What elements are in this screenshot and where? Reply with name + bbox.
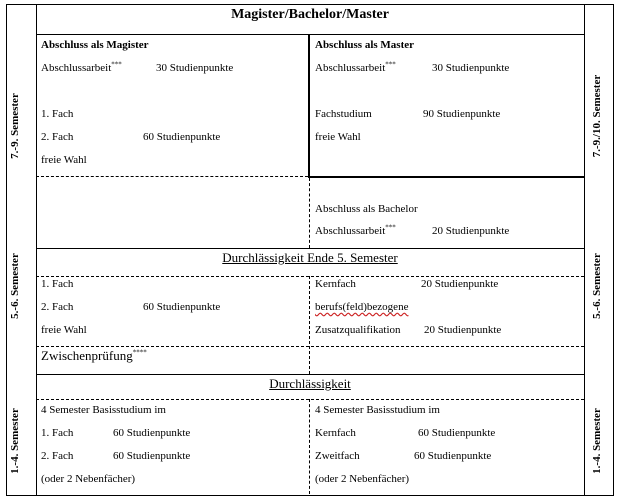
bachelor-thesis-points: 20 Studienpunkte	[432, 225, 510, 237]
basis-left-fach1-points: 60 Studienpunkte	[113, 427, 191, 439]
right-label-7-10: 7.-9./10. Semester	[591, 74, 603, 158]
mid-left-fach2: 2. Fach	[41, 301, 74, 313]
magister-thesis	[41, 62, 122, 75]
transition5-bottom	[36, 276, 584, 277]
master-fachstudium-points: 90 Studienpunkte	[423, 108, 501, 120]
magister-fach2-points: 60 Studienpunkte	[143, 131, 221, 143]
basis-right-title: 4 Semester Basisstudium im	[315, 404, 440, 416]
zwischen-text: Zwischenprüfung	[41, 348, 133, 363]
basis-left-fach1: 1. Fach	[41, 427, 74, 439]
master-free: freie Wahl	[315, 131, 361, 143]
transition-label: Durchlässigkeit	[269, 376, 351, 391]
magister-thesis-mark: ***	[111, 60, 122, 69]
magister-thesis-label: Abschlussarbeit	[41, 62, 112, 74]
mid-left-free: freie Wahl	[41, 324, 87, 336]
basis-right-note: (oder 2 Nebenfächer)	[315, 473, 410, 485]
master-thesis	[315, 62, 396, 75]
basis-right-zweitfach-points: 60 Studienpunkte	[414, 450, 492, 462]
mid-right-berufs: berufs(feld)bezogene	[315, 301, 409, 313]
center-dashed-upper	[309, 178, 310, 248]
basis-right-kernfach-points: 60 Studienpunkte	[418, 427, 496, 439]
transition-bottom	[36, 399, 584, 400]
zwischen-mark: ****	[132, 348, 147, 357]
magister-free: freie Wahl	[41, 154, 87, 166]
basis-left-title: 4 Semester Basisstudium im	[41, 404, 166, 416]
magister-bottom-dashed	[36, 176, 308, 177]
magister-fach1: 1. Fach	[41, 108, 74, 120]
basis-left-note: (oder 2 Nebenfächer)	[41, 473, 136, 485]
bachelor-thesis-label: Abschlussarbeit	[315, 225, 386, 237]
bachelor-thesis	[315, 225, 396, 238]
master-thesis-mark: ***	[385, 60, 396, 69]
magister-fach2: 2. Fach	[41, 131, 74, 143]
left-label-5-6: 5.-6. Semester	[9, 253, 21, 319]
mid-left-fach1: 1. Fach	[41, 278, 74, 290]
mid-right-kernfach: Kernfach	[315, 278, 356, 290]
transition5-label: Durchlässigkeit Ende 5. Semester	[222, 250, 398, 265]
magister-thesis-points: 30 Studienpunkte	[156, 62, 234, 74]
master-box-bottom-border	[308, 176, 584, 178]
center-dashed-mid	[309, 276, 310, 374]
master-thesis-points: 30 Studienpunkte	[432, 62, 510, 74]
transition5-top	[36, 248, 584, 249]
center-dashed-lower	[309, 399, 310, 494]
zwischen-top	[36, 346, 584, 347]
left-label-1-4: 1.-4. Semester	[9, 408, 21, 474]
right-label-5-6: 5.-6. Semester	[591, 253, 603, 319]
title-divider	[36, 34, 584, 35]
mid-right-zusatz: Zusatzqualifikation	[315, 324, 401, 336]
master-heading: Abschluss als Master	[315, 39, 415, 51]
master-thesis-label: Abschlussarbeit	[315, 62, 386, 74]
transition-top	[36, 374, 584, 375]
bachelor-heading: Abschluss als Bachelor	[315, 203, 418, 215]
bachelor-thesis-mark: ***	[385, 223, 396, 232]
right-label-1-4: 1.-4. Semester	[591, 408, 603, 474]
left-label-7-9: 7.-9. Semester	[9, 93, 21, 159]
mid-right-kernfach-points: 20 Studienpunkte	[421, 278, 499, 290]
mid-right-zusatz-points: 20 Studienpunkte	[424, 324, 502, 336]
master-fachstudium: Fachstudium	[315, 108, 372, 120]
right-sidebar-divider	[584, 4, 585, 495]
magister-heading: Abschluss als Magister	[41, 39, 149, 51]
basis-left-fach2-points: 60 Studienpunkte	[113, 450, 191, 462]
basis-right-kernfach: Kernfach	[315, 427, 356, 439]
zwischen-label	[41, 348, 147, 364]
master-box-left-border	[308, 34, 310, 178]
mid-left-fach2-points: 60 Studienpunkte	[143, 301, 221, 313]
basis-left-fach2: 2. Fach	[41, 450, 74, 462]
page-title: Magister/Bachelor/Master	[231, 7, 389, 22]
basis-right-zweitfach: Zweitfach	[315, 450, 360, 462]
